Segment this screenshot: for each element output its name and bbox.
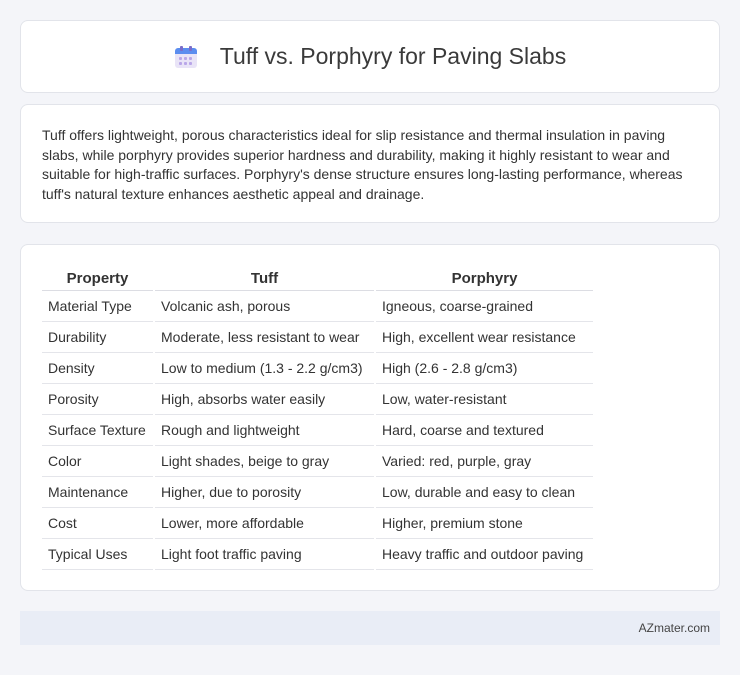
cell-tuff: High, absorbs water easily [155, 384, 374, 415]
cell-tuff: Rough and lightweight [155, 415, 374, 446]
table-row [42, 508, 593, 539]
cell-tuff: Light foot traffic paving [155, 539, 374, 570]
cell-tuff: Volcanic ash, porous [155, 291, 374, 322]
cell-porphyry: High, excellent wear resistance [376, 322, 593, 353]
table-row [42, 291, 593, 322]
cell-property: Cost [42, 508, 153, 539]
table-row [42, 477, 593, 508]
table-row [42, 322, 593, 353]
cell-tuff: Lower, more affordable [155, 508, 374, 539]
cell-porphyry: Igneous, coarse-grained [376, 291, 593, 322]
cell-tuff: Light shades, beige to gray [155, 446, 374, 477]
cell-property: Typical Uses [42, 539, 153, 570]
summary-card [20, 104, 720, 223]
cell-property: Surface Texture [42, 415, 153, 446]
cell-porphyry: Varied: red, purple, gray [376, 446, 593, 477]
cell-property: Durability [42, 322, 153, 353]
table-row [42, 446, 593, 477]
table-header-row [42, 263, 593, 291]
header-card [20, 20, 720, 93]
cell-porphyry: High (2.6 - 2.8 g/cm3) [376, 353, 593, 384]
table-row [42, 353, 593, 384]
cell-porphyry: Heavy traffic and outdoor paving [376, 539, 593, 570]
column-header-tuff: Tuff [155, 263, 374, 291]
column-header-porphyry: Porphyry [376, 263, 593, 291]
table-row [42, 539, 593, 570]
cell-tuff: Low to medium (1.3 - 2.2 g/cm3) [155, 353, 374, 384]
cell-porphyry: Low, durable and easy to clean [376, 477, 593, 508]
calendar-icon [174, 45, 198, 69]
footer [20, 611, 720, 645]
comparison-table [40, 263, 595, 570]
cell-porphyry: Low, water-resistant [376, 384, 593, 415]
summary-text: Tuff offers lightweight, porous characteristics ideal for slip resistance and thermal insulation in paving slabs, while porphyry provides superior hardness and durability, making it highly resistant to wear and suitable for high-traffic surfaces. Porphyry's dense structure ensures long-lasting performance, whereas tuff's natural texture enhances aesthetic appeal and drainage. [42, 127, 683, 202]
cell-property: Porosity [42, 384, 153, 415]
comparison-table-card [20, 244, 720, 591]
title-wrap [174, 43, 566, 70]
table-row [42, 415, 593, 446]
footer-site-name: AZmater.com [638, 621, 710, 635]
cell-property: Material Type [42, 291, 153, 322]
column-header-property: Property [42, 263, 153, 291]
cell-property: Maintenance [42, 477, 153, 508]
cell-property: Color [42, 446, 153, 477]
cell-tuff: Moderate, less resistant to wear [155, 322, 374, 353]
cell-tuff: Higher, due to porosity [155, 477, 374, 508]
page-title: Tuff vs. Porphyry for Paving Slabs [219, 43, 567, 69]
table-row [42, 384, 593, 415]
cell-property: Density [42, 353, 153, 384]
cell-porphyry: Hard, coarse and textured [376, 415, 593, 446]
cell-porphyry: Higher, premium stone [376, 508, 593, 539]
